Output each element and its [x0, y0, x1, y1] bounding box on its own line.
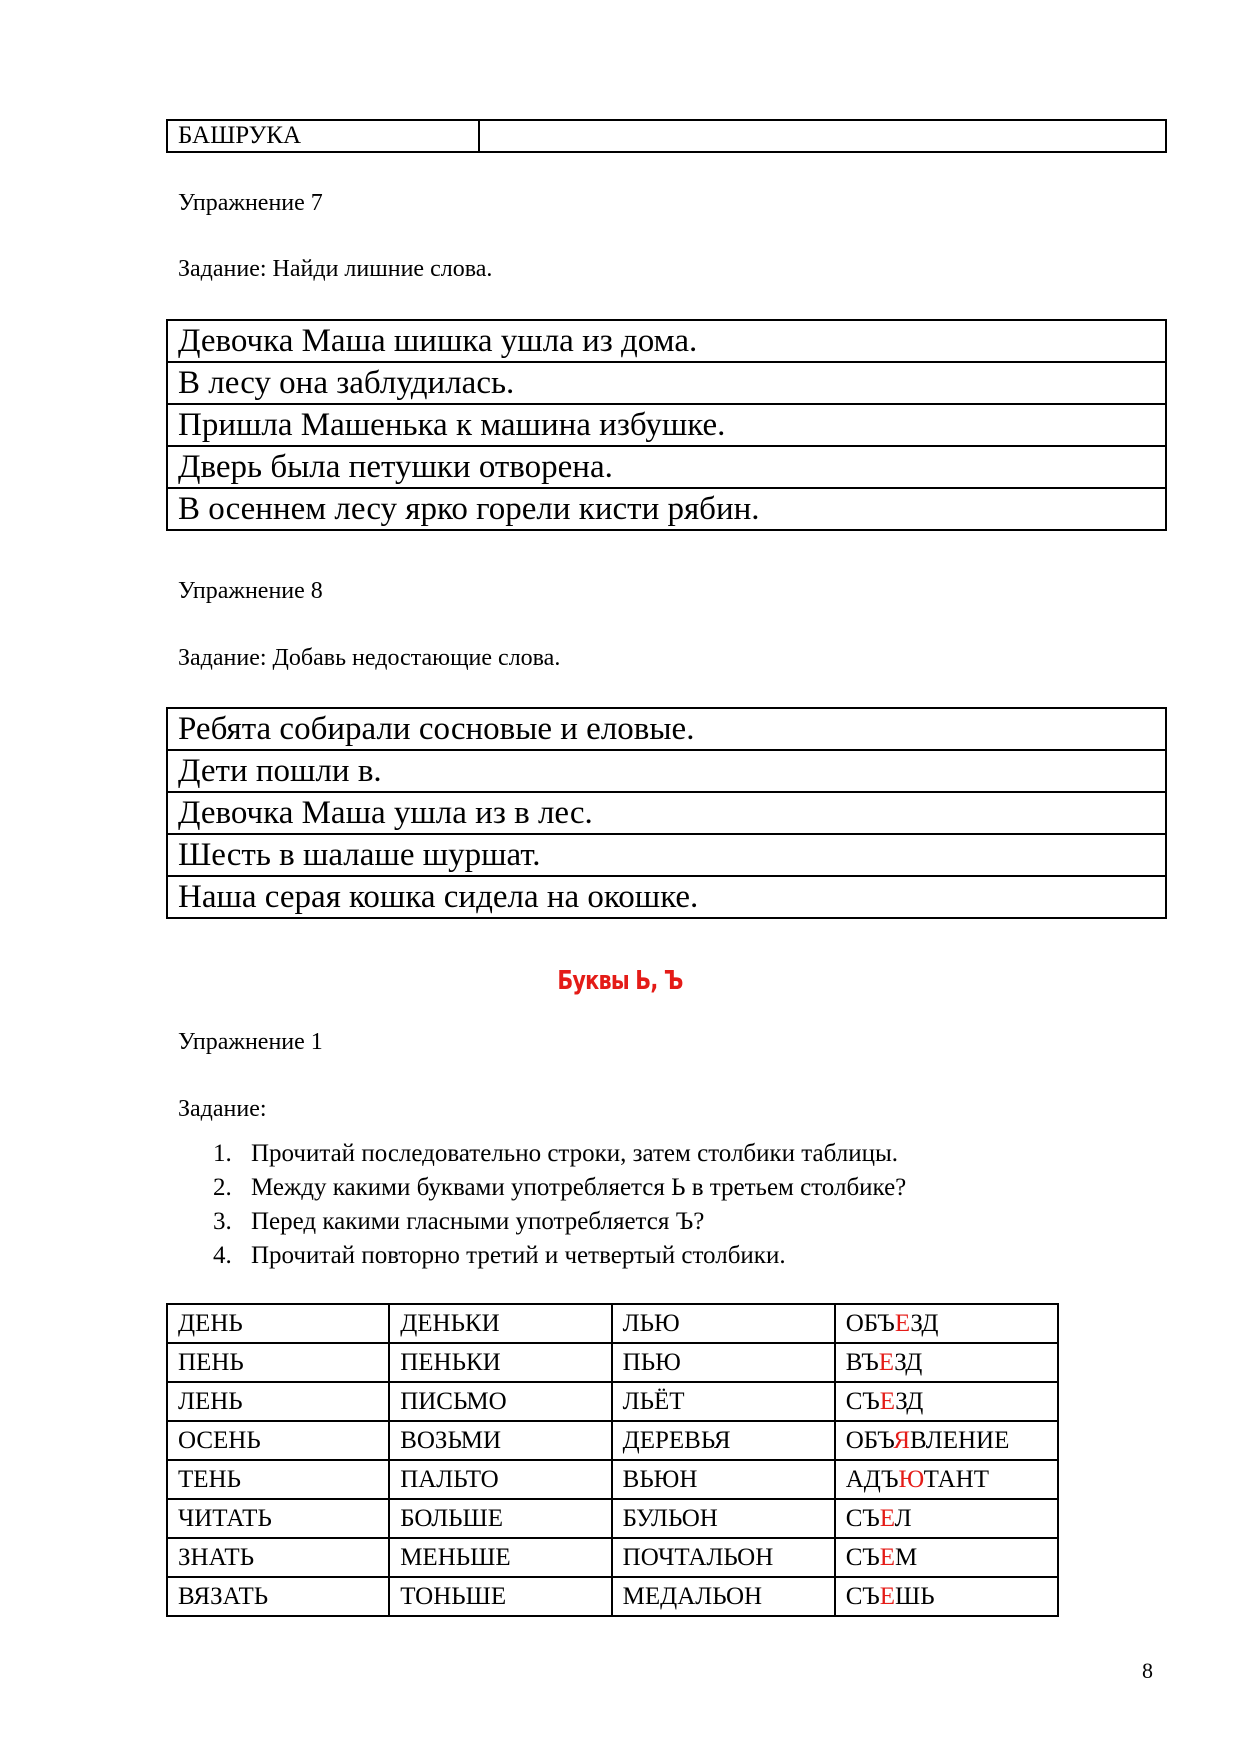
word-cell: ТОНЬШЕ — [389, 1577, 611, 1616]
word-cell: БОЛЬШЕ — [389, 1499, 611, 1538]
word-cell — [835, 1499, 1058, 1538]
word-suffix: ТАНТ — [923, 1465, 989, 1493]
word-suffix: М — [895, 1543, 918, 1571]
table-row — [167, 834, 1166, 876]
vowel-highlight: Ю — [898, 1465, 924, 1493]
list-text: Прочитай последовательно строки, затем столбики таблицы. — [251, 1140, 899, 1167]
word-cell: ОСЕНЬ — [167, 1421, 389, 1460]
exercise-7-task: Задание: Найди лишние слова. — [178, 256, 493, 282]
word-prefix: СЪ — [845, 1387, 880, 1415]
word-cell: ВОЗЬМИ — [389, 1421, 611, 1460]
table-row — [167, 750, 1166, 792]
list-text: Между какими буквами употребляется Ь в третьем столбике? — [251, 1174, 907, 1201]
vowel-highlight: Е — [878, 1348, 895, 1376]
word-grid-table — [166, 1303, 1059, 1617]
table-row — [167, 1499, 1058, 1538]
sentence-cell: Дверь была петушки отворена. — [167, 446, 1166, 488]
table-row — [167, 876, 1166, 918]
word-prefix: СЪ — [845, 1582, 880, 1610]
vowel-highlight: Е — [879, 1582, 895, 1610]
word-cell: ПАЛЬТО — [389, 1460, 611, 1499]
sentence-cell: Дети пошли в. — [167, 750, 1166, 792]
table-row — [167, 120, 1166, 152]
list-item — [213, 1205, 906, 1239]
word-prefix: ОБЪ — [845, 1309, 895, 1337]
list-item — [213, 1171, 906, 1205]
vowel-highlight: Я — [893, 1426, 911, 1454]
table-row — [167, 792, 1166, 834]
word-suffix: Л — [894, 1504, 912, 1532]
word-cell: ПЕНЬ — [167, 1343, 389, 1382]
table-row — [167, 1421, 1058, 1460]
word-suffix: ЗД — [910, 1309, 939, 1337]
table-cell: БАШРУКА — [167, 120, 479, 152]
word-cell — [835, 1577, 1058, 1616]
exercise-8-title: Упражнение 8 — [178, 578, 323, 604]
table-row — [167, 1460, 1058, 1499]
word-prefix: ОБЪ — [845, 1426, 894, 1454]
word-cell: ПЬЮ — [612, 1343, 835, 1382]
word-cell: ПЕНЬКИ — [389, 1343, 611, 1382]
vowel-highlight: Е — [894, 1309, 911, 1337]
word-prefix: СЪ — [845, 1504, 880, 1532]
exercise-1-task-label: Задание: — [178, 1096, 267, 1122]
word-cell: БУЛЬОН — [612, 1499, 835, 1538]
list-number: 3. — [213, 1208, 232, 1235]
word-suffix: ЗД — [895, 1387, 924, 1415]
word-cell: ЛЕНЬ — [167, 1382, 389, 1421]
task-list — [213, 1137, 906, 1273]
word-cell: ДЕРЕВЬЯ — [612, 1421, 835, 1460]
word-cell — [835, 1304, 1058, 1343]
vowel-highlight: Е — [879, 1387, 896, 1415]
list-text: Перед какими гласными употребляется Ъ? — [251, 1208, 705, 1235]
word-cell — [835, 1538, 1058, 1577]
exercise-7-table — [166, 319, 1167, 531]
word-cell: ВЯЗАТЬ — [167, 1577, 389, 1616]
table-row — [167, 488, 1166, 530]
sentence-cell: Шесть в шалаше шуршат. — [167, 834, 1166, 876]
word-cell: ДЕНЬКИ — [389, 1304, 611, 1343]
word-cell: ДЕНЬ — [167, 1304, 389, 1343]
list-number: 4. — [213, 1242, 232, 1269]
table-row — [167, 446, 1166, 488]
exercise-7-title: Упражнение 7 — [178, 190, 323, 216]
table-row — [167, 1577, 1058, 1616]
list-number: 2. — [213, 1174, 232, 1201]
sentence-cell: В осеннем лесу ярко горели кисти рябин. — [167, 488, 1166, 530]
top-table — [166, 119, 1167, 153]
sentence-cell: В лесу она заблудилась. — [167, 362, 1166, 404]
word-suffix: ВЛЕНИЕ — [910, 1426, 1010, 1454]
table-row — [167, 320, 1166, 362]
vowel-highlight: Е — [879, 1543, 895, 1571]
word-cell: ВЬЮН — [612, 1460, 835, 1499]
word-prefix: СЪ — [845, 1543, 880, 1571]
vowel-highlight: Е — [879, 1504, 895, 1532]
word-grid-body — [167, 1304, 1058, 1616]
word-cell — [835, 1460, 1058, 1499]
word-suffix: ЗД — [894, 1348, 923, 1376]
table-row — [167, 708, 1166, 750]
word-cell: ЧИТАТЬ — [167, 1499, 389, 1538]
table-row — [167, 1304, 1058, 1343]
table-row — [167, 362, 1166, 404]
word-cell: ПИСЬМО — [389, 1382, 611, 1421]
word-prefix: ВЪ — [845, 1348, 879, 1376]
word-cell: ЗНАТЬ — [167, 1538, 389, 1577]
word-cell — [835, 1343, 1058, 1382]
table-row — [167, 1382, 1058, 1421]
page-number: 8 — [1142, 1658, 1153, 1683]
exercise-8-task: Задание: Добавь недостающие слова. — [178, 645, 561, 671]
table-cell — [479, 120, 1166, 152]
word-cell — [835, 1421, 1058, 1460]
section-title: Буквы Ь, Ъ — [557, 966, 683, 996]
exercise-8-table — [166, 707, 1167, 919]
word-cell: ЛЬЮ — [612, 1304, 835, 1343]
list-item — [213, 1239, 906, 1273]
list-item — [213, 1137, 906, 1171]
sentence-cell: Девочка Маша шишка ушла из дома. — [167, 320, 1166, 362]
word-suffix: ШЬ — [895, 1582, 935, 1610]
word-cell: ТЕНЬ — [167, 1460, 389, 1499]
word-cell — [835, 1382, 1058, 1421]
word-cell: МЕНЬШЕ — [389, 1538, 611, 1577]
word-cell: МЕДАЛЬОН — [612, 1577, 835, 1616]
sentence-cell: Девочка Маша ушла из в лес. — [167, 792, 1166, 834]
table-row — [167, 404, 1166, 446]
word-cell: ЛЬЁТ — [612, 1382, 835, 1421]
list-text: Прочитай повторно третий и четвертый столбики. — [251, 1242, 786, 1269]
exercise-1-title: Упражнение 1 — [178, 1029, 323, 1055]
table-row — [167, 1538, 1058, 1577]
table-row — [167, 1343, 1058, 1382]
word-cell: ПОЧТАЛЬОН — [612, 1538, 835, 1577]
sentence-cell: Наша серая кошка сидела на окошке. — [167, 876, 1166, 918]
sentence-cell: Ребята собирали сосновые и еловые. — [167, 708, 1166, 750]
word-prefix: АДЪ — [845, 1465, 899, 1493]
list-number: 1. — [213, 1140, 232, 1167]
sentence-cell: Пришла Машенька к машина избушке. — [167, 404, 1166, 446]
